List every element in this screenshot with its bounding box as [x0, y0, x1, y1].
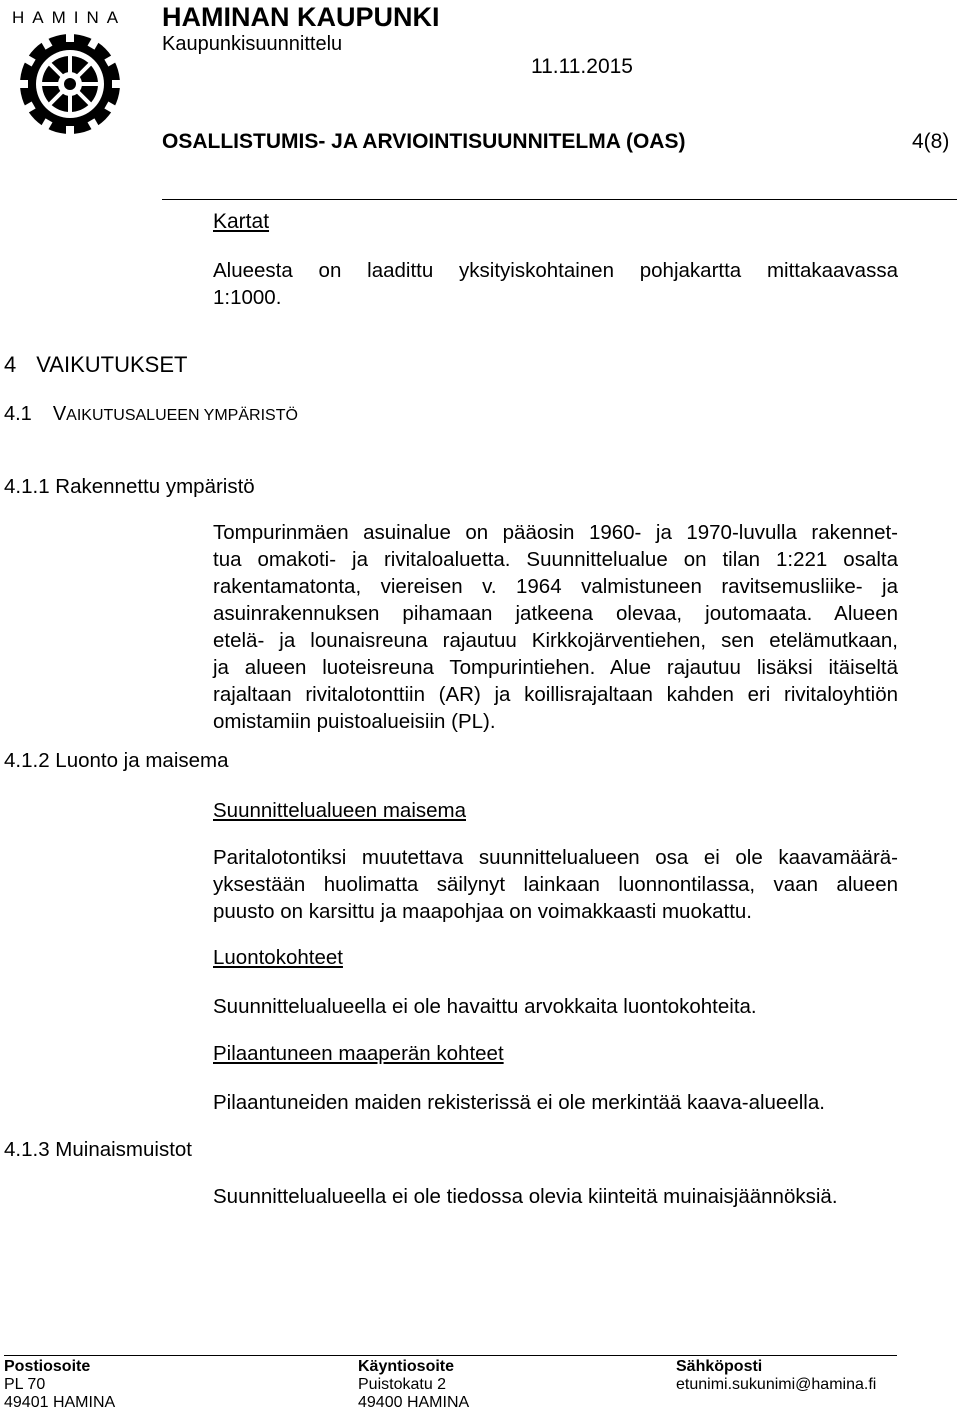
footer-divider [4, 1355, 897, 1356]
section-number: 4 [4, 352, 17, 377]
footer-email [676, 1358, 876, 1394]
section-title-rest: AIKUTUSALUEEN YMPÄRISTÖ [66, 407, 298, 424]
antiquities-text: Suunnittelualueella ei ole tiedossa olevia kiinteitä muinaisjäännöksiä. [213, 1185, 838, 1208]
section-title-initial: V [52, 403, 67, 425]
document-title: OSALLISTUMIS- JA ARVIOINTISUUNNITELMA (OAS) [162, 130, 686, 153]
page-number: 4(8) [912, 130, 950, 153]
section-4-1-2-heading: 4.1.2 Luonto ja maisema [4, 749, 229, 772]
section-title: VAIKUTUKSET [36, 352, 188, 377]
document-date: 11.11.2015 [531, 55, 633, 78]
paragraph-line: rakentamatonta, viereisen v. 1964 valmistuneen ravitsemusliike- ja [213, 575, 898, 598]
contaminated-soil-heading: Pilaantuneen maaperän kohteet [213, 1042, 504, 1065]
nature-heading: Luontokohteet [213, 946, 343, 969]
footer-line: PL 70 [4, 1376, 46, 1393]
footer-line: Puistokatu 2 [358, 1376, 447, 1393]
footer-heading: Sähköposti [676, 1358, 763, 1375]
section-4-1-1-heading: 4.1.1 Rakennettu ympäristö [4, 475, 255, 498]
section-number: 4.1 [4, 403, 32, 425]
paragraph-line: ja alueen luoteisreuna Tompurintiehen. Alue rajautuu lisäksi itäiseltä [213, 656, 898, 679]
contaminated-soil-text: Pilaantuneiden maiden rekisterissä ei ole merkintää kaava-alueella. [213, 1091, 825, 1114]
hamina-logo [6, 6, 134, 134]
maps-heading: Kartat [213, 210, 270, 233]
organization-name: HAMINAN KAUPUNKI [162, 2, 440, 32]
footer-visiting-address [358, 1358, 469, 1412]
maps-paragraph [213, 257, 898, 311]
section-4-1-heading [4, 403, 298, 426]
footer-email-address[interactable]: etunimi.sukunimi@hamina.fi [676, 1376, 877, 1393]
paragraph-line: etelä- ja lounaisreuna rajautuu Kirkkojärventiehen, sen etelämutkaan, [213, 629, 898, 652]
paragraph-line: rajaltaan rivitalotonttiin (AR) ja koillisrajaltaan kahden eri rivitaloyhtiön [213, 683, 898, 706]
landscape-heading: Suunnittelualueen maisema [213, 799, 466, 822]
paragraph-line: Paritalotontiksi muutettava suunnittelualueen osa ei ole kaavamäärä- [213, 846, 898, 869]
logo-wordmark: HAMINA [12, 8, 127, 27]
footer-line: 49401 HAMINA [4, 1394, 116, 1411]
landscape-paragraph [213, 844, 898, 925]
paragraph-line: asuinrakennuksen pihamaan jatkeena olevaa, joutomaata. Alueen [213, 602, 898, 625]
department-name: Kaupunkisuunnittelu [162, 33, 343, 55]
nature-text: Suunnittelualueella ei ole havaittu arvokkaita luontokohteita. [213, 995, 757, 1018]
section-4-1-3-heading: 4.1.3 Muinaismuistot [4, 1138, 193, 1161]
city-crest-icon [6, 6, 134, 134]
paragraph-line: Tompurinmäen asuinalue on pääosin 1960- ja 1970-luvulla rakennet- [213, 521, 898, 544]
footer-heading: Postiosoite [4, 1358, 91, 1375]
paragraph-line: yksestään huolimatta säilynyt lainkaan luonnontilassa, vaan alueen [213, 873, 898, 896]
paragraph-line: puusto on karsittu ja maapohjaa on voimakkaasti muokattu. [213, 900, 752, 923]
footer-line: 49400 HAMINA [358, 1394, 470, 1411]
built-environment-paragraph [213, 519, 898, 735]
maps-text-line: Alueesta on laadittu yksityiskohtainen pohjakartta mittakaavassa [213, 259, 898, 282]
paragraph-line: tua omakoti- ja rivitaloaluetta. Suunnittelualue on tilan 1:221 osalta [213, 548, 898, 571]
footer-heading: Käyntiosoite [358, 1358, 455, 1375]
footer-postal-address [4, 1358, 115, 1412]
header-divider [162, 199, 957, 200]
maps-text-line: 1:1000. [213, 286, 282, 309]
section-4-heading [4, 352, 187, 378]
paragraph-line: omistamiin puistoalueisiin (PL). [213, 710, 496, 733]
